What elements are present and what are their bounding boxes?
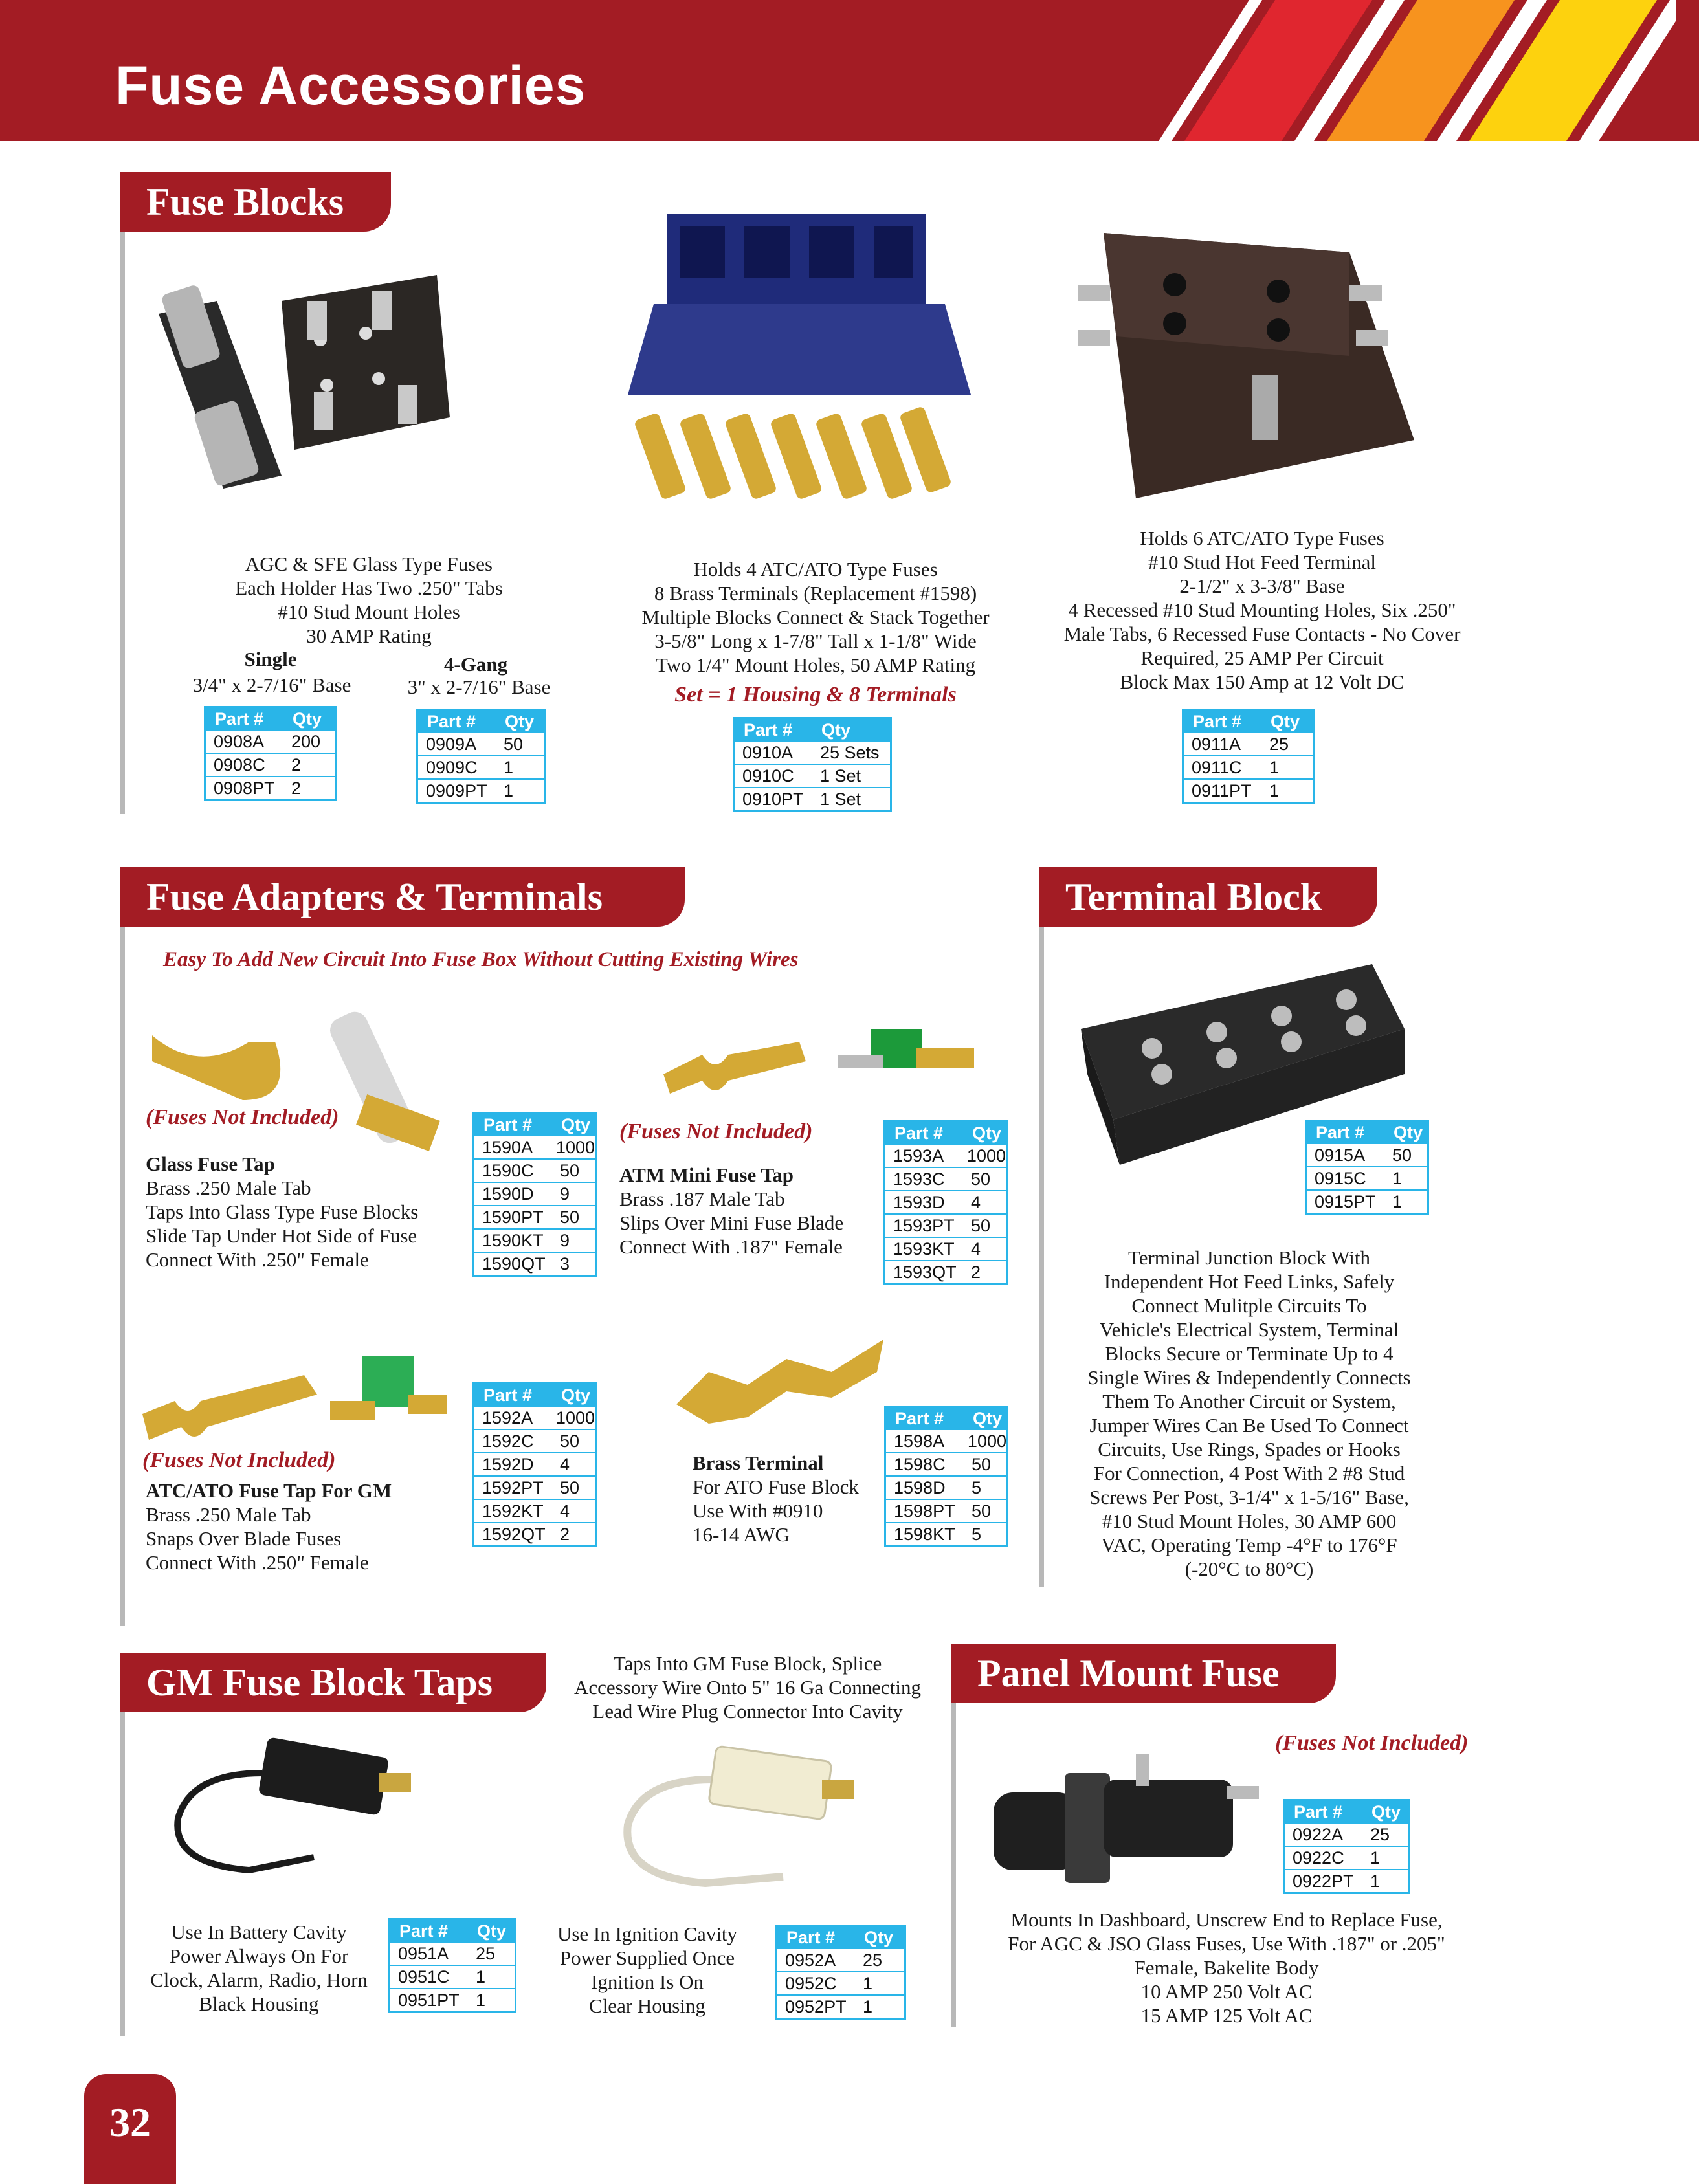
part-table-0952 — [775, 1925, 906, 2020]
ignition-tap-description — [537, 1922, 757, 2018]
column-header: Part # — [483, 1115, 533, 1134]
table-row: 0908C 2 — [206, 753, 335, 776]
battery-cavity-tap-image — [165, 1734, 424, 1883]
description-line: Terminal Junction Block With — [1128, 1246, 1370, 1269]
header-stripes — [1159, 0, 1699, 141]
description-line: Connect With .250" Female — [146, 1551, 369, 1574]
table-row: 1598D 5 — [886, 1475, 1006, 1499]
description-line: 30 AMP Rating — [306, 624, 432, 647]
table-row: 0922C 1 — [1285, 1846, 1408, 1869]
column-header: Part # — [744, 720, 793, 740]
table-row: 1592A 1000 — [482, 1408, 595, 1428]
column-header: Qty — [1271, 712, 1300, 731]
description-line: Power Supplied Once — [559, 1947, 735, 1969]
column-header: Qty — [973, 1409, 1003, 1428]
part-table-1590 — [472, 1112, 597, 1277]
description-line: Independent Hot Feed Links, Safely — [1104, 1270, 1395, 1293]
description-line: Brass .187 Male Tab — [619, 1187, 785, 1210]
description-line: Them To Another Circuit or System, — [1102, 1390, 1396, 1413]
atm-tap-note: (Fuses Not Included) — [619, 1120, 813, 1143]
atm-tap-title: ATM Mini Fuse Tap — [619, 1164, 794, 1186]
four-gang-base: 3" x 2-7/16" Base — [407, 676, 551, 698]
table-row: 1590KT 9 — [474, 1228, 595, 1252]
table-row: 1592C 50 — [474, 1429, 595, 1452]
set-note: Set = 1 Housing & 8 Terminals — [674, 683, 957, 707]
description-line: Accessory Wire Onto 5" 16 Ga Connecting — [574, 1676, 921, 1699]
atc-tap-title: ATC/ATO Fuse Tap For GM — [146, 1479, 392, 1502]
table-row: 0910A 25 Sets — [742, 743, 880, 762]
description-line: Screws Per Post, 3-1/4" x 1-5/16" Base, — [1089, 1486, 1409, 1508]
table-row: 0908A 200 — [214, 732, 321, 751]
part-table-0910 — [733, 717, 892, 812]
description-line: 4 Recessed #10 Stud Mounting Holes, Six .250" — [1068, 599, 1456, 621]
part-table-0911 — [1182, 709, 1315, 804]
table-row: 1598KT 5 — [886, 1522, 1006, 1545]
column-header: Qty — [972, 1123, 1002, 1143]
table-row: 0951PT 1 — [390, 1988, 515, 2011]
description-line: 16-14 AWG — [693, 1523, 790, 1546]
description-line: Brass .250 Male Tab — [146, 1503, 311, 1526]
description-line: (-20°C to 80°C) — [1184, 1558, 1314, 1580]
description-line: Power Always On For — [169, 1945, 349, 1967]
description-line: AGC & SFE Glass Type Fuses — [245, 553, 493, 575]
table-row: 0952C 1 — [777, 1971, 904, 1994]
column-header: Qty — [864, 1928, 894, 1947]
description-line: Male Tabs, 6 Recessed Fuse Contacts - No Cover — [1063, 623, 1461, 645]
description-line: Brass .250 Male Tab — [146, 1176, 311, 1199]
four-gang-label: 4-Gang — [443, 653, 508, 676]
description-line: Blocks Secure or Terminate Up to 4 — [1105, 1342, 1394, 1365]
description-line: Black Housing — [199, 1992, 319, 2015]
description-line: 15 AMP 125 Volt AC — [1140, 2004, 1313, 2027]
column-header: Qty — [1371, 1802, 1401, 1822]
description-line: VAC, Operating Temp -4°F to 176°F — [1101, 1534, 1397, 1556]
panel-mount-fuse-image — [981, 1741, 1272, 1890]
section-rule — [120, 927, 125, 1626]
table-row: 1593KT 4 — [885, 1237, 1006, 1260]
table-row: 1593PT 50 — [885, 1213, 1006, 1237]
atc-fuse-block-image — [621, 207, 990, 511]
description-line: #10 Stud Mount Holes — [278, 601, 460, 623]
description-line: For ATO Fuse Block — [693, 1475, 859, 1498]
part-table-0915 — [1305, 1120, 1429, 1215]
description-line: Female, Bakelite Body — [1134, 1956, 1319, 1979]
description-line: #10 Stud Mount Holes, 30 AMP 600 — [1102, 1510, 1397, 1532]
description-line: Clear Housing — [589, 1994, 705, 2017]
table-row: 0911C 1 — [1184, 755, 1313, 778]
description-line: 10 AMP 250 Volt AC — [1140, 1980, 1313, 2003]
table-row: 0922A 25 — [1293, 1825, 1390, 1844]
description-line: Required, 25 AMP Per Circuit — [1140, 646, 1384, 669]
single-base: 3/4" x 2-7/16" Base — [192, 674, 351, 696]
gm-taps-intro — [553, 1651, 942, 1723]
description-line: Taps Into GM Fuse Block, Splice — [613, 1652, 882, 1675]
atc-tap-note: (Fuses Not Included) — [142, 1448, 336, 1472]
description-line: Ignition Is On — [591, 1970, 704, 1993]
table-row: 0911PT 1 — [1184, 778, 1313, 802]
table-row: 1598A 1000 — [894, 1431, 1006, 1451]
battery-tap-description — [136, 1920, 382, 2016]
brass-terminal-title: Brass Terminal — [693, 1451, 824, 1474]
fuse-block-3-description — [1029, 526, 1495, 694]
atm-tap-description — [619, 1187, 891, 1259]
table-row: 1592KT 4 — [474, 1499, 595, 1522]
table-row: 1598C 50 — [886, 1452, 1006, 1475]
glass-tap-title: Glass Fuse Tap — [146, 1153, 275, 1175]
part-table-1592 — [472, 1382, 597, 1547]
column-header: Qty — [505, 712, 535, 731]
table-row: 0910C 1 Set — [735, 764, 890, 787]
table-row: 0951A 25 — [398, 1944, 496, 1963]
table-row: 1590C 50 — [474, 1158, 595, 1182]
description-line: Use In Ignition Cavity — [557, 1923, 738, 1945]
table-row: 1590QT 3 — [474, 1252, 595, 1275]
description-line: Each Holder Has Two .250" Tabs — [235, 577, 503, 599]
description-line: Connect With .250" Female — [146, 1248, 369, 1271]
atc-tap-description — [146, 1503, 443, 1574]
table-row: 1593D 4 — [885, 1190, 1006, 1213]
part-table-0908 — [204, 706, 337, 801]
description-line: Connect Mulitple Circuits To — [1131, 1294, 1367, 1317]
column-header: Part # — [1193, 712, 1242, 731]
description-line: Slide Tap Under Hot Side of Fuse — [146, 1224, 417, 1247]
description-line: Connect With .187" Female — [619, 1235, 843, 1258]
table-row: 0952PT 1 — [777, 1994, 904, 2018]
table-row: 0952A 25 — [785, 1950, 883, 1970]
table-row: 0911A 25 — [1192, 734, 1289, 754]
description-line: 3-5/8" Long x 1-7/8" Tall x 1-1/8" Wide — [654, 630, 977, 652]
fuse-block-1-description — [168, 552, 570, 648]
table-row: 1598PT 50 — [886, 1499, 1006, 1522]
table-row: 1593A 1000 — [893, 1146, 1006, 1165]
description-line: Use With #0910 — [693, 1499, 823, 1522]
section-heading-gm-taps: GM Fuse Block Taps — [120, 1653, 546, 1712]
table-row: 0915PT 1 — [1307, 1189, 1427, 1213]
description-line: For Connection, 4 Post With 2 #8 Stud — [1093, 1462, 1405, 1484]
description-line: Clock, Alarm, Radio, Horn — [150, 1969, 368, 1991]
adapters-subheading: Easy To Add New Circuit Into Fuse Box Without Cutting Existing Wires — [163, 948, 799, 971]
table-row: 0909A 50 — [426, 734, 524, 754]
description-line: Use In Battery Cavity — [171, 1921, 347, 1943]
description-line: Single Wires & Independently Connects — [1087, 1366, 1411, 1389]
table-row: 0915C 1 — [1307, 1166, 1427, 1189]
section-heading-panel-mount: Panel Mount Fuse — [951, 1644, 1336, 1703]
six-way-fuse-block-image — [1065, 226, 1427, 511]
column-header: Qty — [821, 720, 851, 740]
part-table-1598 — [884, 1406, 1008, 1547]
description-line: For AGC & JSO Glass Fuses, Use With .187" or .205" — [1008, 1932, 1445, 1955]
section-rule — [120, 232, 125, 814]
column-header: Part # — [215, 709, 264, 729]
section-heading-fuse-blocks: Fuse Blocks — [120, 172, 391, 232]
terminal-block-description — [1061, 1246, 1437, 1581]
description-line: #10 Stud Hot Feed Terminal — [1148, 551, 1376, 573]
description-line: Circuits, Use Rings, Spades or Hooks — [1098, 1438, 1401, 1461]
description-line: Holds 4 ATC/ATO Type Fuses — [693, 558, 938, 580]
description-line: 8 Brass Terminals (Replacement #1598) — [654, 582, 977, 604]
glass-fuse-block-image — [152, 262, 450, 495]
description-line: Snaps Over Blade Fuses — [146, 1527, 342, 1550]
column-header: Part # — [427, 712, 476, 731]
description-line: Vehicle's Electrical System, Terminal — [1099, 1318, 1399, 1341]
glass-fuse-tap-image — [146, 1003, 456, 1158]
atc-fuse-tap-image — [136, 1349, 460, 1453]
column-header: Part # — [1294, 1802, 1343, 1822]
glass-tap-note: (Fuses Not Included) — [146, 1105, 339, 1129]
column-header: Qty — [477, 1921, 507, 1941]
description-line: Block Max 150 Amp at 12 Volt DC — [1120, 670, 1405, 693]
column-header: Part # — [894, 1123, 944, 1143]
part-table-0951 — [388, 1918, 516, 2013]
column-header: Qty — [561, 1115, 591, 1134]
table-row: 1590D 9 — [474, 1182, 595, 1205]
description-line: Mounts In Dashboard, Unscrew End to Replace Fuse, — [1010, 1908, 1443, 1931]
description-line: Two 1/4" Mount Holes, 50 AMP Rating — [655, 654, 976, 676]
table-row: 0909C 1 — [418, 755, 544, 778]
table-row: 1592PT 50 — [474, 1475, 595, 1499]
description-line: 2-1/2" x 3-3/8" Base — [1179, 575, 1345, 597]
panel-mount-description — [971, 1908, 1482, 2027]
section-rule — [120, 1712, 125, 2036]
table-row: 1590A 1000 — [482, 1138, 595, 1157]
column-header: Part # — [1316, 1123, 1365, 1142]
section-rule — [1039, 927, 1044, 1587]
table-row: 0910PT 1 Set — [735, 787, 890, 810]
ignition-cavity-tap-image — [615, 1741, 874, 1896]
column-header: Qty — [293, 709, 322, 729]
atm-mini-fuse-tap-image — [657, 1016, 981, 1113]
table-row: 1590PT 50 — [474, 1205, 595, 1228]
column-header: Part # — [399, 1921, 449, 1941]
description-line: Holds 6 ATC/ATO Type Fuses — [1140, 527, 1384, 549]
table-row: 0908PT 2 — [206, 776, 335, 799]
page-number: 32 — [84, 2074, 176, 2184]
part-table-0909 — [416, 709, 546, 804]
section-heading-terminal-block: Terminal Block — [1039, 867, 1377, 927]
description-line: Jumper Wires Can Be Used To Connect — [1089, 1414, 1409, 1437]
part-table-0922 — [1283, 1799, 1410, 1894]
brass-terminal-image — [670, 1333, 890, 1430]
fuse-block-2-description — [602, 557, 1029, 677]
table-row: 1593C 50 — [885, 1167, 1006, 1190]
description-line: Slips Over Mini Fuse Blade — [619, 1211, 844, 1234]
single-label: Single — [244, 648, 297, 670]
description-line: Lead Wire Plug Connector Into Cavity — [592, 1700, 903, 1723]
panel-mount-note: (Fuses Not Included) — [1275, 1731, 1469, 1755]
description-line: Multiple Blocks Connect & Stack Together — [641, 606, 990, 628]
description-line: Taps Into Glass Type Fuse Blocks — [146, 1200, 419, 1223]
table-row: 1592D 4 — [474, 1452, 595, 1475]
table-row: 1592QT 2 — [474, 1522, 595, 1545]
table-row: 1593QT 2 — [885, 1260, 1006, 1283]
glass-tap-description — [146, 1176, 456, 1272]
column-header: Part # — [895, 1409, 944, 1428]
section-rule — [951, 1703, 956, 2027]
part-table-1593 — [883, 1120, 1008, 1285]
column-header: Part # — [786, 1928, 836, 1947]
brass-terminal-description — [693, 1475, 887, 1547]
column-header: Qty — [561, 1385, 591, 1405]
section-heading-fuse-adapters: Fuse Adapters & Terminals — [120, 867, 685, 927]
table-row: 0951C 1 — [390, 1965, 515, 1988]
column-header: Part # — [483, 1385, 533, 1405]
column-header: Qty — [1394, 1123, 1423, 1142]
table-row: 0922PT 1 — [1285, 1869, 1408, 1892]
table-row: 0915A 50 — [1315, 1145, 1412, 1165]
table-row: 0909PT 1 — [418, 778, 544, 802]
page-title: Fuse Accessories — [115, 55, 586, 116]
